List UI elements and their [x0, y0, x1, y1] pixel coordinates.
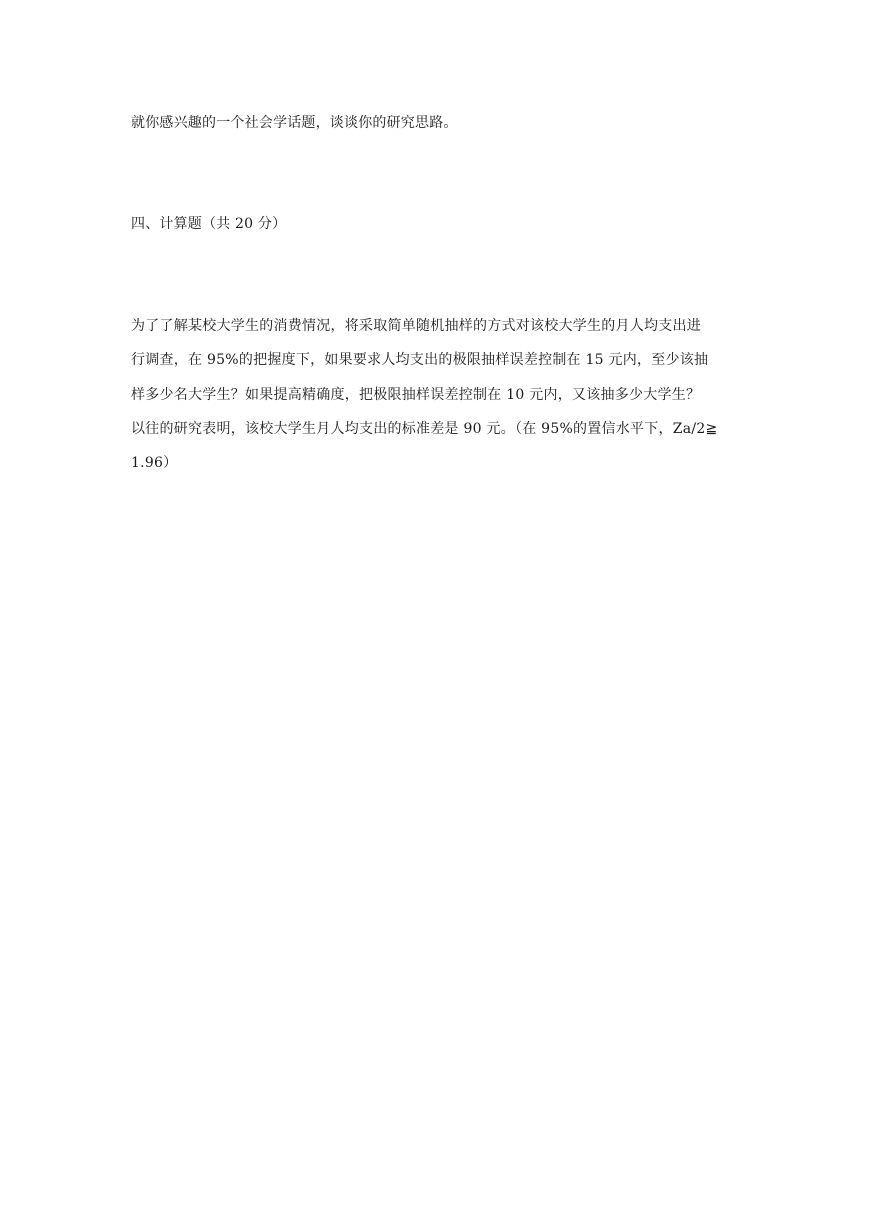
- problem-line: 样多少名大学生？如果提高精确度，把极限抽样误差控制在 10 元内，又该抽多少大学生？: [131, 387, 701, 403]
- problem-line: 1.96）: [131, 455, 178, 471]
- question-prompt: 就你感兴趣的一个社会学话题，谈谈你的研究思路。: [131, 115, 458, 131]
- problem-line: 为了了解某校大学生的消费情况，将采取简单随机抽样的方式对该校大学生的月人均支出进: [131, 318, 701, 334]
- problem-line: 以往的研究表明，该校大学生月人均支出的标准差是 90 元。（在 95%的置信水平下，Za/2≧: [131, 421, 718, 437]
- section-heading: 四、计算题（共 20 分）: [131, 216, 287, 232]
- problem-line: 行调查，在 95%的把握度下，如果要求人均支出的极限抽样误差控制在 15 元内，至少该抽: [131, 352, 709, 368]
